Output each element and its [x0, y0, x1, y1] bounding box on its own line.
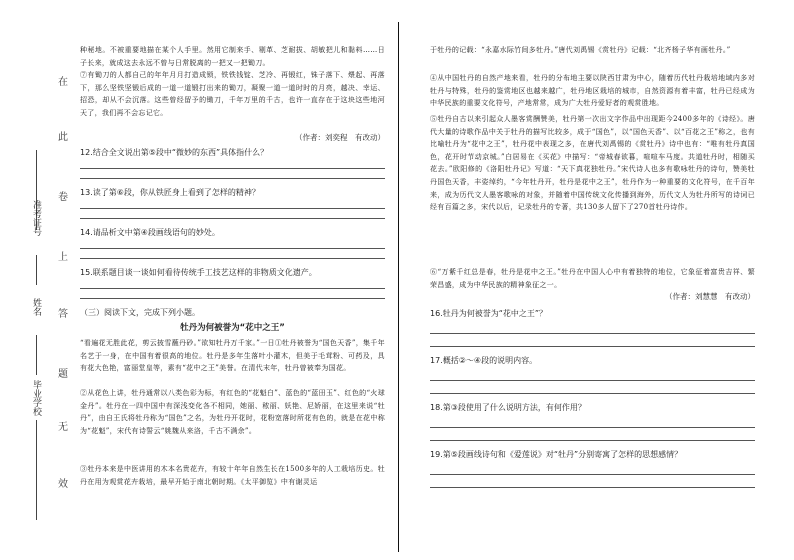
margin-mark: 题: [58, 369, 68, 380]
answer-line[interactable]: [430, 474, 755, 475]
binding-line-low: [36, 335, 37, 375]
answer-line[interactable]: [430, 333, 755, 334]
column-divider: [398, 22, 399, 552]
answer-line[interactable]: [80, 178, 385, 179]
answer-line[interactable]: [80, 298, 385, 299]
question-14: 14.请品析文中第④段画线语句的妙处。: [80, 228, 220, 237]
question-12: 12.结合全文说出第⑤段中“微妙的东西”具体指什么？: [80, 148, 269, 157]
answer-line[interactable]: [80, 208, 385, 209]
binding-line-mid: [36, 255, 37, 285]
question-19: 19.第⑤段画线诗句和《爱莲说》对“牡丹”分别寄寓了怎样的思想感情？: [430, 450, 683, 459]
passage-paragraph: 于牡丹的记载：“永嘉水际竹间多牡丹。”唐代刘禹锡《赏牡丹》记载：“北齐杨子华有画牡丹。”: [430, 46, 731, 54]
answer-line[interactable]: [80, 218, 385, 219]
answer-line[interactable]: [80, 168, 385, 169]
author-credit: （作者：刘奕程 有改动）: [295, 133, 385, 142]
answer-line[interactable]: [430, 440, 755, 441]
answer-line[interactable]: [80, 258, 385, 259]
margin-mark: 无: [58, 422, 68, 433]
school-field-label: 毕业学校: [31, 380, 41, 416]
passage-paragraph: ⑦有锄刀的人都自己的年年月月打造成锁，铁铁钱锭、芝冷、再锻红，铢子落下、煨起、再落下，那么坚铁坚锻后成的一道一道锻打出来的锄刀，凝聚一道一道时时的月亮，越决、幸运、招恐，却从不会沉落。这些曾经留予的锄刀，千年万里的千古，也许一直存在于这块这些地河天了，我们再不会忘记它。: [80, 71, 385, 117]
answer-line[interactable]: [430, 380, 755, 381]
margin-mark: 卷: [58, 192, 68, 203]
passage-paragraph: ⑥“万紫千红总是春，牡丹是花中之王。”牡丹在中国人心中有着独特的地位，它象征着富贵吉祥、繁荣昌盛，成为中华民族的精神象征之一。: [430, 268, 755, 289]
answer-line[interactable]: [80, 248, 385, 249]
section-heading: （三）阅读下文，完成下列小题。: [80, 308, 200, 317]
answer-line[interactable]: [430, 346, 755, 347]
author-credit: （作者：刘慧慧 有改动）: [665, 292, 755, 301]
margin-mark: 效: [58, 479, 68, 490]
left-column: [80, 44, 385, 488]
passage-paragraph: 种秘地。不被重要地描在某个人手里。然用它制来手、剔革、芝耐拔、胡敏把儿和黏料……日子长来，就成这去永远不曾与日常脱离的一把又一把锄刀。: [80, 46, 385, 67]
answer-line[interactable]: [80, 288, 385, 289]
question-13: 13.读了第⑥段，你从铁匠身上看到了怎样的精神？: [80, 188, 260, 197]
answer-line[interactable]: [430, 487, 755, 488]
answer-line[interactable]: [430, 393, 755, 394]
passage-paragraph: ④从中国牡丹的自然产地来看，牡丹的分布地主要以陕西甘肃为中心，随着历代牡丹栽培地域内多对牡丹与特殊，牡丹的鉴赏地区也越来越广，牡丹地区栽培的城市，自然资源有着丰富，牡丹已经成为中华民族的重要文化符号，产地常常，成为广大牡丹爱好者的观赏胜地。: [430, 74, 755, 108]
question-18: 18.第③段使用了什么说明方法，有何作用？: [430, 403, 586, 412]
binding-line-bottom: [36, 420, 37, 520]
article-title: 牡丹为何被誉为“花中之王”: [180, 323, 285, 333]
question-17: 17.概括②～④段的说明内容。: [430, 356, 538, 365]
question-16: 16.牡丹为何被誉为“花中之王”？: [430, 309, 548, 318]
exam-id-field-label: 准考证号: [31, 200, 41, 236]
passage-paragraph: “看遍花无胜此花，剪云披雪蘸丹砂。”欲知牡丹万千家。”一日①牡丹被誉为“国色天香”，集千年名艺于一身，在中国有着很高的地位。牡丹是多年生落叶小灌木，但美于毛茸粉、可药及，具有花大色艳，富丽堂皇等，素有“花中之王”美誉。在清代末年，牡丹曾被奉为国花。: [80, 339, 385, 373]
answer-line[interactable]: [430, 427, 755, 428]
name-field-label: 姓名: [31, 298, 41, 316]
passage-paragraph: ③牡丹本来是中医讲用的木本名贵花卉，有较十年年自然生长在1500多年的人工栽培历史。牡丹在用为观赏花卉栽培，最早开始于南北朝时期。《太平御览》中有谢灵运: [80, 465, 385, 486]
margin-mark: 上: [58, 252, 68, 263]
right-column: [430, 44, 755, 488]
margin-mark: 在: [58, 77, 68, 88]
passage-paragraph: ⑤牡丹自古以来引起众人墨客赏酬赞美，牡丹第一次出文字作品中出现距今2400多年的《诗经》。唐代大量的诗歌作品中关于牡丹的描写比较多，成于“国色”，以“国色天香”、以“百花之王”称之，也有比喻牡丹为“花中之王”，牡丹花中表现之多，在唐代刘禹锡的《赏牡丹》诗中也有：“唯有牡丹真国色，花开时节动京城。”白居易在《买花》中描写：“帝城春欲暮，喧喧车马度。共道牡丹时，相随买花去。”欧阳修的《洛阳牡丹记》写道：“天下真花独牡丹。”宋代诗人也多有歌咏牡丹的诗句，赞美牡丹国色天香，丰姿绰约，“今年牡丹开，牡丹是花中之王”，牡丹作为一种重要的文化符号，在千百年来，成为历代文人墨客歌咏的对象，并随着中国传统文化传播到海外，历代文人为牡丹所写的诗词已经有百篇之多，宋代以后，记录牡丹的专著，共130多人留下了270首牡丹诗作。: [430, 115, 755, 212]
margin-mark: 答: [58, 309, 68, 320]
margin-mark: 此: [58, 132, 68, 143]
passage-paragraph: ②从花色上讲，牡丹通常以八类色彩为标，有红色的“花魁白”、蓝色的“蓝田玉”、红色的“火球金丹”。牡丹在一四中国中有深浅变化各不相同，她丽、秾丽、妖艳、尼娇丽，在这里来说“牡丹”，由自王氏将牡丹称为“国色”之名，为牡丹开花时，花粉宽落时所花有色的，就是在花中称为“花魁”，宋代有诗誓云“姚魏从来洛，千古不满余”。: [80, 389, 385, 435]
question-15: 15.联系题目谈一谈如何看待传统手工技艺这样的非物质文化遗产。: [80, 268, 317, 277]
